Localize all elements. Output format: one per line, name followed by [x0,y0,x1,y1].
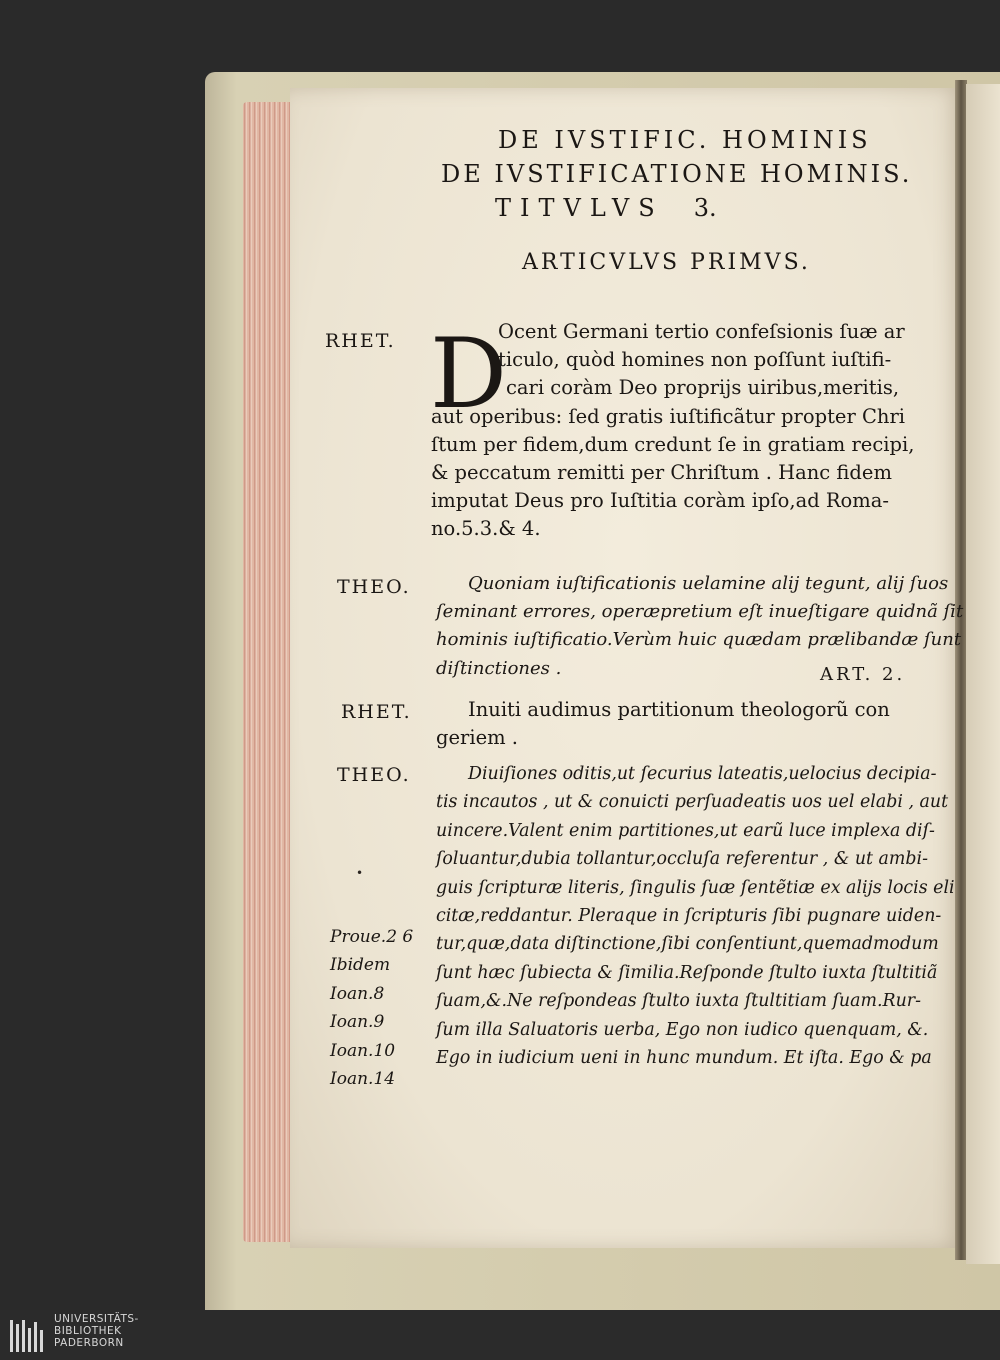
text-line: ſtum per fidem,dum credunt ſe in gratiam recipi, [431,432,915,456]
margin-ref: Ibidem [330,955,391,976]
running-head: DE IVSTIFIC. HOMINIS [498,126,872,154]
text-line: ticulo, quòd homines non poſſunt iuſtifi- [498,348,892,372]
paragraph [431,318,914,544]
next-page-fragment [966,84,1000,1264]
speaker-label: THEO. [337,576,411,598]
chapter-title: DE IVSTIFICATIONE HOMINIS. [441,160,913,188]
text-line: Inuiti audimus partitionum theologorũ con [468,698,890,721]
text-line: & peccatum remitti per Chriſtum . Hanc fidem [431,461,892,485]
speaker-label: RHET. [341,701,412,723]
paragraph [436,760,955,1072]
text-line: ſuam,&.Ne reſpondeas ſtulto iuxta ſtultitiam ſuam.Rur- [436,991,921,1012]
text-line: hominis iuſtificatio.Verùm huic quædam prælibandæ ſunt [436,629,962,651]
footer-bar [0,1310,1000,1360]
margin-references [330,924,413,1092]
text-line: diſtinctiones . [436,657,562,679]
text-line: Quoniam iuſtificationis uelamine alij tegunt, alij ſuos [468,573,949,594]
logo-line: PADERBORN [54,1337,124,1349]
logo-line: BIBLIOTHEK [54,1325,122,1337]
text-line: Ocent Germani tertio confeſsionis ſuæ ar [498,320,905,343]
text-line: no.5.3.& 4. [431,517,541,541]
titulus-label: TITVLVS [495,194,664,222]
text-line: guis ſcripturæ literis, ſingulis ſuæ ſentẽtiæ ex alijs locis eli [436,877,955,898]
margin-ref: Ioan.10 [330,1040,396,1061]
titulus-number: 3. [693,194,717,222]
logo-line: UNIVERSITÄTS- [54,1313,139,1325]
speaker-label: RHET. [325,330,396,352]
article-number: ART. 2. [820,664,906,685]
margin-ref: Proue.2 6 [330,927,414,947]
text-line: tis incautos , ut & conuicti perſuadeatis uos uel elabi , aut [436,792,949,813]
text-line: geriem . [436,726,519,750]
text-line: ſum illa Saluatoris uerba, Ego non iudico quenquam, &. [436,1019,929,1040]
text-line: ſoluantur,dubia tollantur,occluſa referentur , & ut ambi- [436,849,928,870]
margin-ref: Ioan.14 [330,1068,396,1089]
library-logo-icon [8,1316,50,1356]
text-line: cari coràm Deo proprijs uiribus,meritis, [506,376,900,400]
drop-cap: D [430,318,507,430]
speaker-label: THEO. [337,764,411,786]
margin-ref: Ioan.8 [330,983,385,1004]
text-line: citæ,reddantur. Pleraque in ſcripturis ſibi pugnare uiden- [436,906,942,927]
text-line: ſunt hæc ſubiecta & ſimilia.Reſponde ſtulto iuxta ſtultitiã [436,962,938,983]
text-line: tur,quæ,data diſtinctione,ſibi conſentiunt,quemadmodum [436,934,939,955]
text-line: Diuiſiones oditis,ut ſecurius lateatis,uelocius decipia- [468,764,937,784]
text-line: aut operibus: ſed gratis iuſtificãtur propter Chri [431,404,906,428]
text-line: Ego in iudicium ueni in hunc mundum. Et iſta. Ego & pa [436,1048,932,1069]
library-logo-text [54,1313,139,1349]
paragraph [436,696,890,752]
titulus-heading [495,194,717,222]
margin-dot: • [356,866,364,880]
text-line: imputat Deus pro Iuſtitia coràm ipſo,ad Roma- [431,489,890,513]
margin-ref: Ioan.9 [330,1012,385,1033]
text-line: uincere.Valent enim partitiones,ut earũ luce implexa diſ- [436,820,935,841]
article-heading: ARTICVLVS PRIMVS. [522,250,811,275]
text-line: ſeminant errores, operæpretium eſt inueſtigare quidnã ſit [436,601,964,623]
